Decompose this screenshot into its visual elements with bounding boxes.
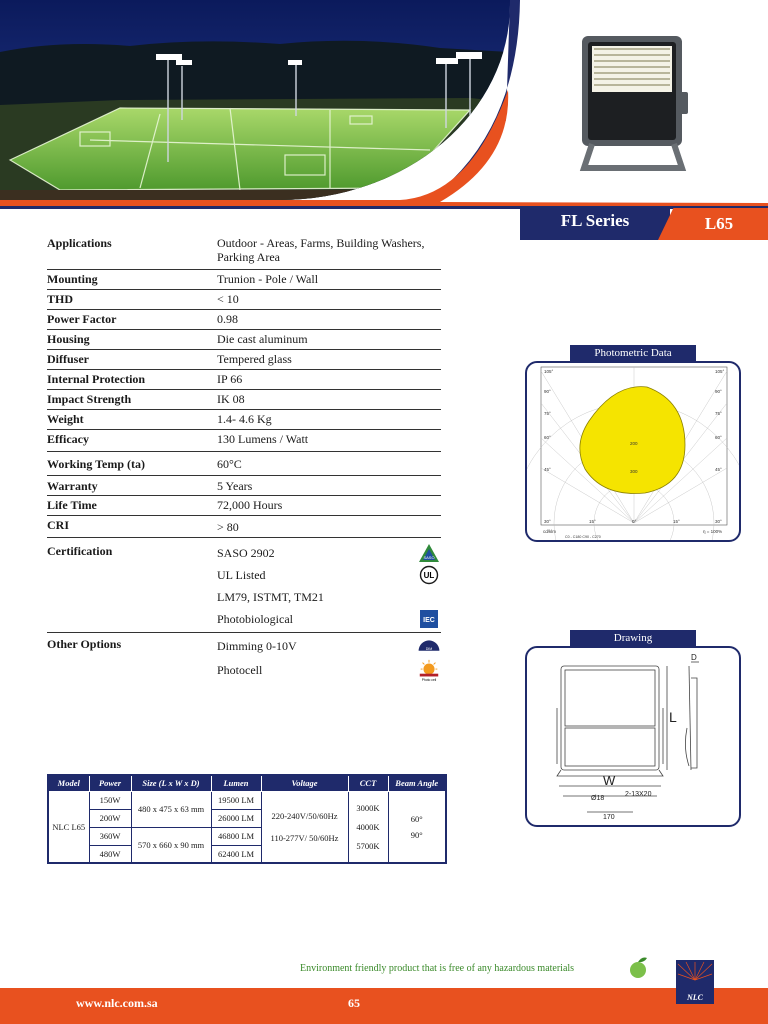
spec-value: Die cast aluminum (217, 332, 308, 346)
spec-row-mounting (47, 270, 441, 290)
spec-value: Trunion - Pole / Wall (217, 272, 319, 286)
photometric-eta: η = 100% (703, 529, 723, 534)
spec-value: 72,000 Hours (217, 498, 283, 512)
angle-label-right: 90° (715, 389, 722, 394)
column-header: Voltage (261, 775, 348, 791)
saso-icon-text: SASO (423, 555, 435, 560)
lumen-cell: 19500 LM (211, 791, 261, 809)
dimension-spacing: 170 (603, 814, 615, 821)
angle-label-left: 60° (544, 435, 551, 440)
column-header: Size (L x W x D) (131, 775, 211, 791)
angle-label-right: 75° (715, 411, 722, 416)
photometric-unit: cd/klm (543, 529, 557, 534)
dimming-icon-text: DIM (425, 647, 433, 651)
beam-cell (388, 791, 446, 863)
power-cell: 360W (89, 827, 131, 845)
spec-row-certification (47, 538, 441, 633)
spec-row-applications (47, 234, 441, 270)
spec-row-other-options (47, 633, 441, 693)
dimension-w: W (603, 773, 616, 788)
nlc-logo (676, 960, 714, 1004)
column-header: Power (89, 775, 131, 791)
photocell-icon (417, 657, 441, 683)
spec-label: Efficacy (47, 432, 89, 446)
certification-text: LM79, ISTMT, TM21 (217, 590, 324, 604)
voltage-value: 110-277V/ 50/60Hz (270, 832, 339, 843)
bottom-angle-label: 0° (632, 519, 637, 524)
power-cell: 200W (89, 809, 131, 827)
photocell-icon-text: Photo cell (421, 678, 437, 683)
certification-item (217, 608, 441, 630)
angle-label-right: 105° (715, 369, 725, 374)
certification-item (217, 586, 441, 608)
floodlight-product-photo (578, 32, 694, 180)
photometric-diagram (527, 363, 739, 540)
bottom-angle-label: 15° (589, 519, 596, 524)
power-cell: 150W (89, 791, 131, 809)
spec-row-weight (47, 410, 441, 430)
certification-text: Photobiological (217, 612, 293, 626)
spec-row-working-temp (47, 452, 441, 476)
bottom-angle-label: 30° (544, 519, 551, 524)
spec-row-impact-strength (47, 390, 441, 410)
angle-label-right: 60° (715, 435, 722, 440)
angle-label-right: 45° (715, 467, 722, 472)
bottom-angle-label: 15° (673, 519, 680, 524)
spec-label: Working Temp (ta) (47, 457, 146, 471)
option-text: Photocell (217, 663, 263, 677)
bottom-angle-label: 30° (715, 519, 722, 524)
spec-table (47, 234, 441, 693)
size-cell: 480 x 475 x 63 mm (131, 791, 211, 827)
spec-value: 60°C (217, 457, 242, 471)
beam-value: 90° (410, 829, 423, 840)
certification-text: SASO 2902 (217, 546, 275, 560)
option-text: Dimming 0-10V (217, 639, 297, 653)
eco-note: Environment friendly product that is free of any hazardous materials (300, 963, 575, 974)
angle-label-left: 75° (544, 411, 551, 416)
spec-row-housing (47, 330, 441, 350)
column-header: Beam Angle (388, 775, 446, 791)
spec-value: 5 Years (217, 479, 253, 493)
page-number: 65 (348, 996, 360, 1010)
model-cell: NLC L65 (48, 791, 89, 863)
cct-value: 5700K (356, 840, 380, 851)
other-options-list (217, 633, 441, 693)
footer-website-link[interactable]: www.nlc.com.sa (76, 996, 158, 1010)
spec-value: Outdoor - Areas, Farms, Building Washers, Parking Area (217, 236, 425, 264)
spec-row-efficacy (47, 430, 441, 452)
lumen-cell: 62400 LM (211, 845, 261, 863)
spec-value: IK 08 (217, 392, 245, 406)
ring-label: 200 (630, 441, 638, 446)
ring-label: 300 (630, 469, 638, 474)
certification-text: UL Listed (217, 568, 266, 582)
iec-icon (417, 609, 441, 629)
spec-row-warranty (47, 476, 441, 496)
apple-leaf-icon (626, 954, 650, 980)
spec-label: Life Time (47, 498, 97, 512)
column-header: Lumen (211, 775, 261, 791)
spec-label: Warranty (47, 479, 98, 493)
saso-icon (417, 543, 441, 563)
series-banner (520, 208, 768, 240)
angle-label-left: 90° (544, 389, 551, 394)
option-item (217, 657, 441, 683)
size-cell: 570 x 660 x 90 mm (131, 827, 211, 863)
certification-list (217, 538, 441, 632)
spec-label: Certification (47, 544, 113, 558)
drawing-title: Drawing (570, 630, 696, 646)
cct-value: 4000K (356, 821, 380, 832)
series-model: L65 (704, 214, 734, 233)
spec-label: Mounting (47, 272, 98, 286)
spec-value: 1.4- 4.6 Kg (217, 412, 272, 426)
spec-row-life-time (47, 496, 441, 516)
option-item (217, 635, 441, 657)
spec-value: IP 66 (217, 372, 243, 386)
dimension-drawing (527, 648, 739, 825)
angle-label-left: 105° (544, 369, 554, 374)
spec-label: Applications (47, 236, 112, 250)
spec-value: 0.98 (217, 312, 238, 326)
spec-row-internal-protection (47, 370, 441, 390)
voltage-cell (261, 791, 348, 863)
spec-row-cri (47, 516, 441, 538)
lumen-cell: 26000 LM (211, 809, 261, 827)
cct-cell (348, 791, 388, 863)
certification-item (217, 542, 441, 564)
model-table-header (48, 775, 446, 791)
column-header: CCT (348, 775, 388, 791)
lumen-cell: 46800 LM (211, 827, 261, 845)
power-cell: 480W (89, 845, 131, 863)
spec-value: Tempered glass (217, 352, 292, 366)
voltage-value: 220-240V/50/60Hz (271, 810, 338, 821)
spec-label: THD (47, 292, 74, 306)
table-row (48, 791, 446, 809)
dimension-l: L (669, 709, 677, 725)
photometric-panel (525, 361, 741, 542)
dimming-icon (417, 636, 441, 656)
spec-label: Diffuser (47, 352, 89, 366)
spec-label: Internal Protection (47, 372, 146, 386)
model-table (47, 774, 447, 864)
hero-stadium-image (0, 0, 510, 200)
series-name: FL Series (560, 211, 630, 230)
ul-icon-text: UL (423, 571, 435, 580)
column-header: Model (48, 775, 89, 791)
spec-label: Power Factor (47, 312, 117, 326)
spec-label: CRI (47, 518, 70, 532)
spec-value: > 80 (217, 520, 239, 534)
nlc-logo-text: NLC (687, 993, 703, 1002)
spec-row-power-factor (47, 310, 441, 330)
spec-label: Impact Strength (47, 392, 132, 406)
photometric-legend: C0 - C180 C90 - C270 (565, 535, 601, 539)
spec-row-thd (47, 290, 441, 310)
beam-value: 60° (410, 813, 423, 824)
spec-label: Weight (47, 412, 84, 426)
cct-value: 3000K (356, 802, 380, 813)
spec-label: Other Options (47, 637, 122, 651)
iec-icon-text: IEC (423, 617, 435, 624)
spec-row-diffuser (47, 350, 441, 370)
certification-item (217, 564, 441, 586)
angle-label-left: 45° (544, 467, 551, 472)
dimension-slot: 2-13X20 (625, 791, 652, 798)
spec-label: Housing (47, 332, 90, 346)
ul-icon (417, 565, 441, 585)
spec-value: 130 Lumens / Watt (217, 432, 309, 446)
dimension-d: D (691, 653, 697, 662)
spec-value: < 10 (217, 292, 239, 306)
nlc-logo-star-icon (676, 960, 714, 994)
drawing-panel (525, 646, 741, 827)
photometric-title: Photometric Data (570, 345, 696, 361)
dimension-hole: Ø18 (591, 795, 605, 802)
